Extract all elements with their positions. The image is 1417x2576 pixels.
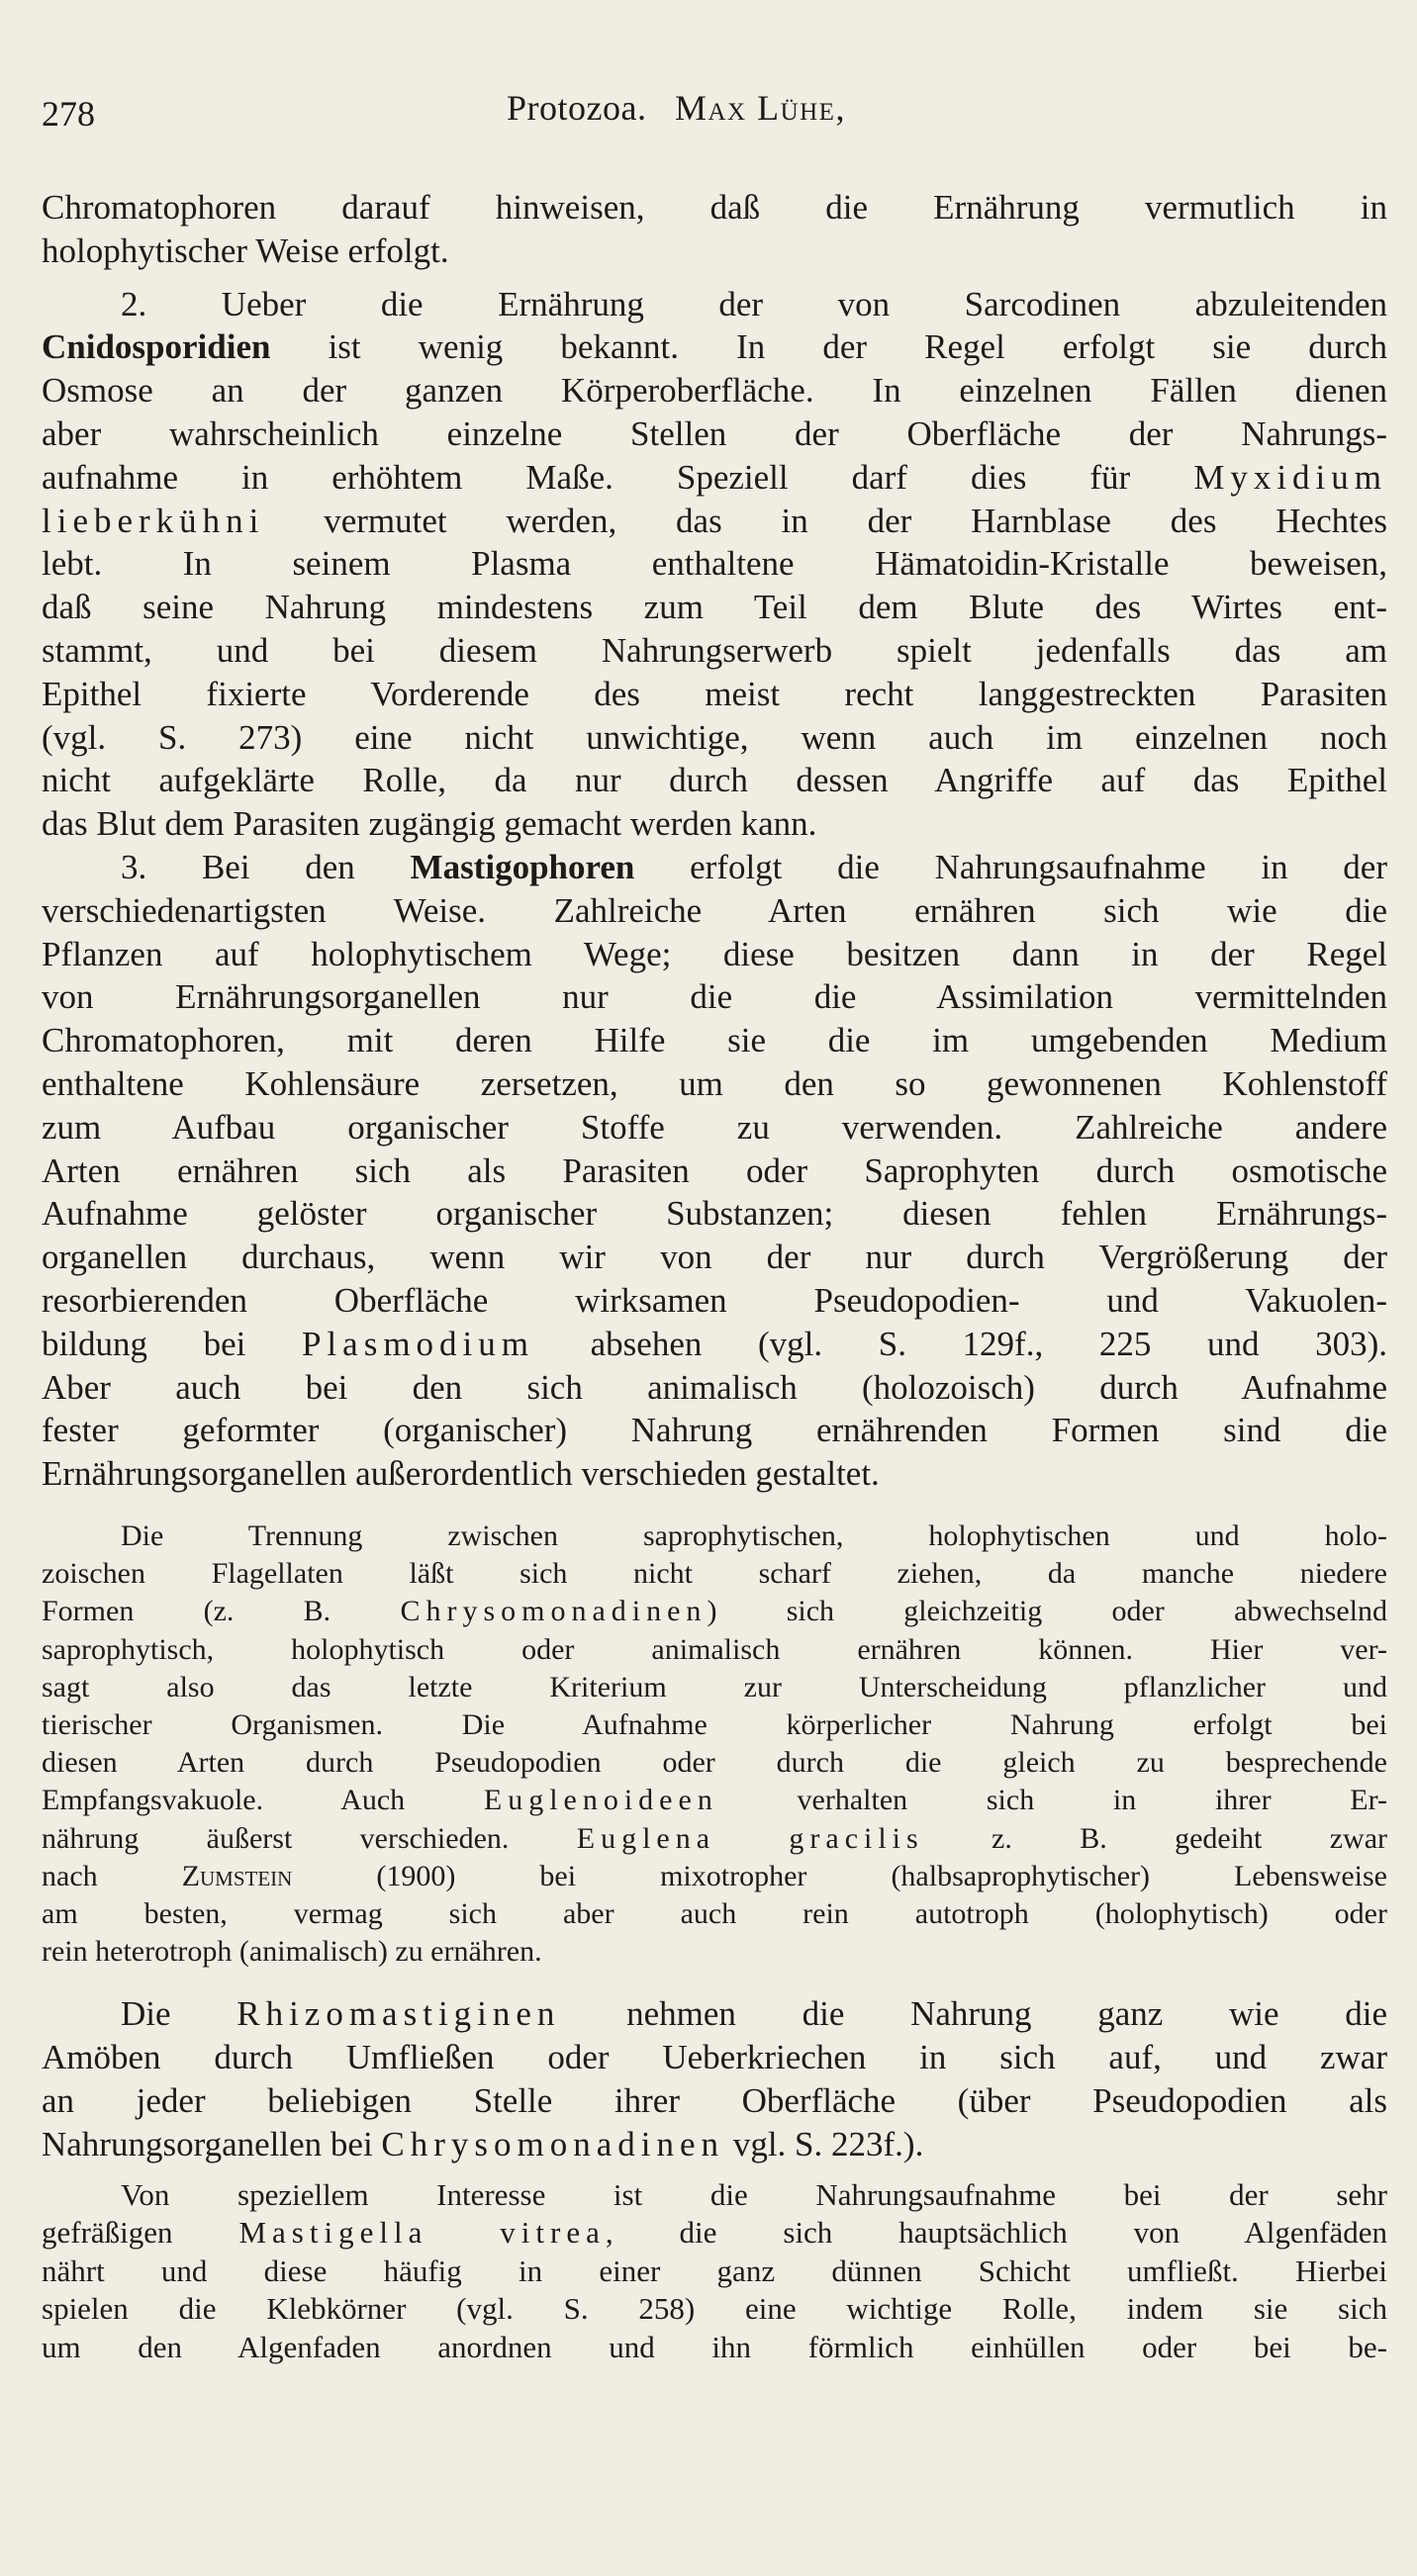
text-line: Osmose an der ganzen Körperoberfläche. In einzelnen Fällen dienen	[42, 371, 1387, 411]
group-name: Chrysomonadinen	[400, 1595, 708, 1628]
page-number: 278	[42, 94, 95, 134]
group-name: Rhizomastiginen	[236, 1994, 561, 2034]
author-name: Max Lühe,	[674, 88, 846, 128]
text-line: verschiedenartigsten Weise. Zahlreiche Arten ernähren sich wie die	[42, 890, 1387, 930]
text-line: stammt, und bei diesem Nahrungserwerb spielt jedenfalls das am	[42, 630, 1387, 670]
text-line: resorbierenden Oberfläche wirksamen Pseudopodien- und Vakuolen-	[42, 1280, 1387, 1320]
text-line: Die Trennung zwischen saprophytischen, holophytischen und holo-	[121, 1518, 1387, 1552]
text-line: das Blut dem Parasiten zugängig gemacht werden kann.	[42, 804, 817, 844]
paragraph-mastigella	[42, 2176, 1387, 2367]
text-line: Formen (z. B. Chrysomonadinen) sich gleichzeitig oder abwechselnd	[42, 1595, 1388, 1628]
running-head	[42, 87, 1387, 138]
text-line: Epithel fixierte Vorderende des meist recht langgestreckten Parasiten	[42, 674, 1387, 713]
species-name: Myxidium	[1193, 457, 1387, 497]
text-line: 3. Bei den Mastigophoren erfolgt die Nahrungsaufnahme in der	[121, 847, 1387, 886]
text-line: holophytischer Weise erfolgt.	[42, 230, 449, 270]
text-line: Aber auch bei den sich animalisch (holozoisch) durch Aufnahme	[42, 1367, 1387, 1407]
term-cnidosporidien: Cnidosporidien	[42, 327, 271, 367]
text-line: von Ernährungsorganellen nur die die Assimilation vermittelnden	[42, 977, 1387, 1017]
text-line: sagt also das letzte Kriterium zur Unterscheidung pflanzlicher und	[42, 1670, 1387, 1703]
text-line: lieberkühni vermutet werden, das in der Harnblase des Hechtes	[42, 501, 1387, 540]
text-line: um den Algenfaden anordnen und ihn förmlich einhüllen oder bei be-	[42, 2329, 1387, 2364]
text-line: rein heterotroph (animalisch) zu ernähren.	[42, 1935, 542, 1969]
text-line: aber wahrscheinlich einzelne Stellen der Oberfläche der Nahrungs-	[42, 414, 1387, 453]
text-line: diesen Arten durch Pseudopodien oder durch die gleich zu besprechende	[42, 1746, 1387, 1780]
text-line: Amöben durch Umfließen oder Ueberkriechen in sich auf, und zwar	[42, 2038, 1387, 2077]
text-line: spielen die Klebkörner (vgl. S. 258) eine wichtige Rolle, indem sie sich	[42, 2291, 1387, 2327]
text-line: tierischer Organismen. Die Aufnahme körperlicher Nahrung erfolgt bei	[42, 1707, 1387, 1741]
group-name: Chrysomonadinen	[381, 2124, 725, 2163]
page-body	[42, 186, 1387, 2366]
text-line: bildung bei Plasmodium absehen (vgl. S. 129f., 225 und 303).	[42, 1324, 1387, 1363]
text-line: Pflanzen auf holophytischem Wege; diese besitzen dann in der Regel	[42, 934, 1387, 973]
paragraph-rhizomastiginen	[42, 1992, 1387, 2165]
paragraph-cnidosporidien	[42, 283, 1387, 846]
text-line: Chromatophoren, mit deren Hilfe sie die im umgebenden Medium	[42, 1021, 1387, 1060]
text-line: Nahrungsorganellen bei Chrysomonadinen vgl. S. 223f.).	[42, 2124, 924, 2163]
term-mastigophoren: Mastigophoren	[410, 847, 635, 886]
text-line: saprophytisch, holophytisch oder animalisch ernähren können. Hier ver-	[42, 1632, 1387, 1666]
text-line: nicht aufgeklärte Rolle, da nur durch dessen Angriffe auf das Epithel	[42, 761, 1387, 800]
text-line: zoischen Flagellaten läßt sich nicht scharf ziehen, da manche niedere	[42, 1557, 1387, 1591]
species-name: Mastigella vitrea	[238, 2215, 606, 2251]
section-name: Protozoa.	[507, 88, 647, 128]
text-line: Cnidosporidien ist wenig bekannt. In der Regel erfolgt sie durch	[42, 327, 1387, 367]
text-line: enthaltene Kohlensäure zersetzen, um den so gewonnenen Kohlenstoff	[42, 1063, 1387, 1103]
text-line: nährt und diese häufig in einer ganz dünnen Schicht umfließt. Hierbei	[42, 2253, 1387, 2288]
text-line: Die Rhizomastiginen nehmen die Nahrung ganz wie die	[121, 1994, 1387, 2034]
text-line: Chromatophoren darauf hinweisen, daß die Ernährung vermutlich in	[42, 188, 1387, 227]
species-name: lieberkühni	[42, 501, 265, 540]
text-line: nährung äußerst verschieden. Euglena gracilis z. B. gedeiht zwar	[42, 1821, 1388, 1855]
running-title	[507, 87, 846, 129]
text-line: 2. Ueber die Ernährung der von Sarcodinen abzuleitenden	[121, 284, 1387, 323]
genus-name: Plasmodium	[301, 1324, 534, 1363]
text-line: (vgl. S. 273) eine nicht unwichtige, wenn auch im einzelnen noch	[42, 717, 1387, 757]
text-line: Arten ernähren sich als Parasiten oder Saprophyten durch osmotische	[42, 1150, 1387, 1190]
text-line: aufnahme in erhöhtem Maße. Speziell darf dies für Myxidium	[42, 457, 1387, 497]
text-line: organellen durchaus, wenn wir von der nur durch Vergrößerung der	[42, 1238, 1387, 1277]
paragraph-mastigophoren	[42, 846, 1387, 1496]
cited-author: Zumstein	[181, 1859, 293, 1892]
text-line: daß seine Nahrung mindestens zum Teil dem Blute des Wirtes ent-	[42, 588, 1387, 627]
text-line: gefräßigen Mastigella vitrea, die sich hauptsächlich von Algenfäden	[42, 2215, 1387, 2251]
species-name: Euglena gracilis	[576, 1821, 924, 1855]
paragraph-continuation	[42, 186, 1387, 273]
text-line: an jeder beliebigen Stelle ihrer Oberfläche (über Pseudopodien als	[42, 2080, 1387, 2120]
text-line: fester geformter (organischer) Nahrung ernährenden Formen sind die	[42, 1411, 1387, 1450]
text-line: lebt. In seinem Plasma enthaltene Hämatoidin-Kristalle beweisen,	[42, 544, 1387, 584]
paragraph-flagellaten	[42, 1518, 1387, 1971]
text-line: zum Aufbau organischer Stoffe zu verwenden. Zahlreiche andere	[42, 1107, 1387, 1147]
text-line: Aufnahme gelöster organischer Substanzen; diesen fehlen Ernährungs-	[42, 1194, 1387, 1234]
text-line: Ernährungsorganellen außerordentlich verschieden gestaltet.	[42, 1454, 880, 1494]
text-line: Von speziellem Interesse ist die Nahrungsaufnahme bei der sehr	[121, 2176, 1387, 2212]
text-line: am besten, vermag sich aber auch rein autotroph (holophytisch) oder	[42, 1896, 1387, 1930]
text-line: nach Zumstein (1900) bei mixotropher (halbsaprophytischer) Lebensweise	[42, 1859, 1387, 1892]
group-name: Euglenoideen	[483, 1784, 718, 1817]
text-line: Empfangsvakuole. Auch Euglenoideen verhalten sich in ihrer Er-	[42, 1784, 1388, 1817]
